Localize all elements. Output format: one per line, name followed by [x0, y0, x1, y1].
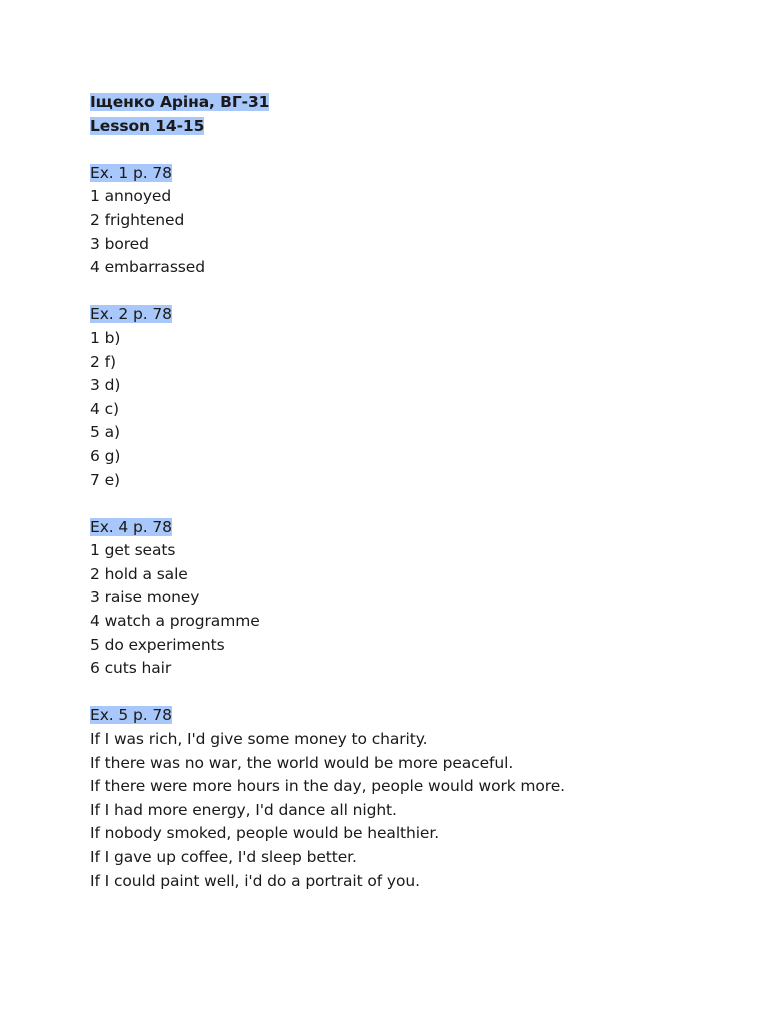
answer-line: If I gave up coffee, I'd sleep better. — [90, 848, 357, 866]
answer-line: If nobody smoked, people would be healthier. — [90, 824, 440, 843]
exercise-section — [90, 162, 730, 304]
exercise-section — [90, 303, 730, 515]
answer-line: 6 cuts hair — [90, 659, 172, 678]
exercise-sections — [90, 162, 730, 893]
answer-line: If I had more energy, I'd dance all night. — [90, 800, 397, 819]
answer-line: 1 get seats — [90, 541, 176, 560]
answer-line: 3 bored — [90, 234, 149, 253]
exercise-title: Ex. 2 p. 78 — [90, 305, 172, 324]
lesson-title: Lesson 14-15 — [90, 116, 205, 135]
exercise-title: Ex. 4 p. 78 — [90, 517, 172, 536]
answer-line: 6 g) — [90, 446, 121, 465]
answer-line: 2 frightened — [90, 210, 185, 229]
answer-line: 5 a) — [90, 423, 120, 442]
exercise-title: Ex. 5 p. 78 — [90, 706, 172, 725]
answer-line: 4 watch a programme — [90, 612, 260, 631]
exercise-section — [90, 516, 730, 705]
answer-line: 2 hold a sale — [90, 564, 188, 583]
answer-line: If there were more hours in the day, people would work more. — [90, 777, 566, 796]
answer-line: 5 do experiments — [90, 635, 225, 654]
answer-line: 2 f) — [90, 352, 116, 371]
student-name: Іщенко Аріна, ВГ-31 — [90, 93, 270, 111]
exercise-section — [90, 704, 730, 893]
answer-line: 7 e) — [90, 470, 120, 489]
answer-line: 4 embarrassed — [90, 258, 205, 277]
answer-line: 1 b) — [90, 328, 121, 347]
blank-line — [90, 138, 730, 162]
exercise-title: Ex. 1 p. 78 — [90, 163, 172, 182]
answer-line: If I was rich, I'd give some money to charity. — [90, 730, 428, 749]
answer-line: If there was no war, the world would be more peaceful. — [90, 753, 514, 772]
document-body — [90, 91, 730, 893]
answer-line: If I could paint well, i'd do a portrait of you. — [90, 871, 420, 890]
answer-line: 1 annoyed — [90, 187, 172, 206]
answer-line: 3 d) — [90, 376, 121, 395]
blank-line — [90, 492, 730, 516]
answer-line: 4 c) — [90, 399, 119, 418]
blank-line — [90, 280, 730, 304]
answer-line: 3 raise money — [90, 588, 200, 607]
blank-line — [90, 681, 730, 705]
